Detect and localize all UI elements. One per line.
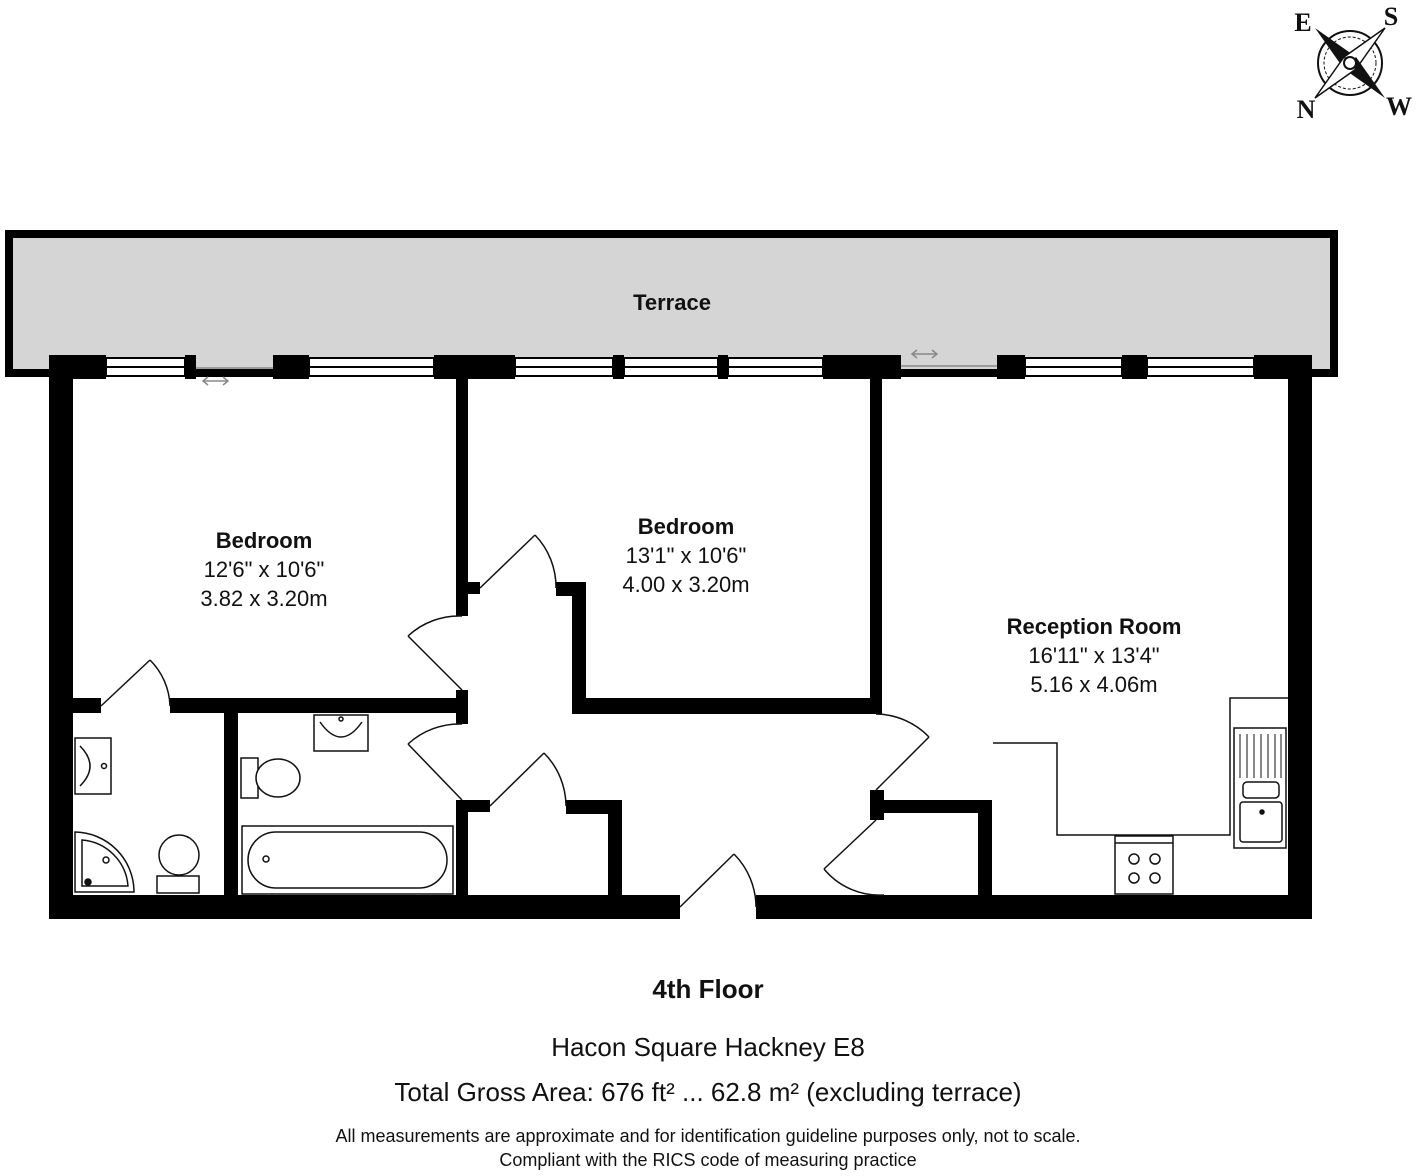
disclaimer-line-2: Compliant with the RICS code of measuring practice <box>499 1150 917 1170</box>
floor-name: 4th Floor <box>652 974 764 1004</box>
bedroom2-name: Bedroom <box>637 514 735 539</box>
disclaimer-line-1: All measurements are approximate and for identification guideline purposes only, not to scale. <box>335 1126 1081 1146</box>
bedroom1-name: Bedroom <box>215 528 313 553</box>
reception-name: Reception Room <box>1006 614 1182 639</box>
bedroom1-imperial: 12'6" x 10'6" <box>203 557 325 582</box>
reception-metric: 5.16 x 4.06m <box>1030 672 1158 697</box>
compass-rose <box>1294 2 1412 124</box>
terrace-label: Terrace <box>633 290 711 315</box>
bedroom2-imperial: 13'1" x 10'6" <box>625 543 747 568</box>
bedroom1-metric: 3.82 x 3.20m <box>200 586 328 611</box>
compass-s: S <box>1383 2 1399 31</box>
bedroom2-metric: 4.00 x 3.20m <box>622 572 750 597</box>
kitchen <box>993 698 1288 894</box>
gross-area: Total Gross Area: 676 ft² ... 62.8 m² (excluding terrace) <box>394 1077 1022 1107</box>
sanitary <box>75 715 453 894</box>
property-address: Hacon Square Hackney E8 <box>551 1032 865 1062</box>
compass-n: N <box>1296 95 1316 124</box>
reception-imperial: 16'11" x 13'4" <box>1028 643 1160 668</box>
compass-w: W <box>1386 92 1412 121</box>
compass-e: E <box>1294 8 1312 37</box>
